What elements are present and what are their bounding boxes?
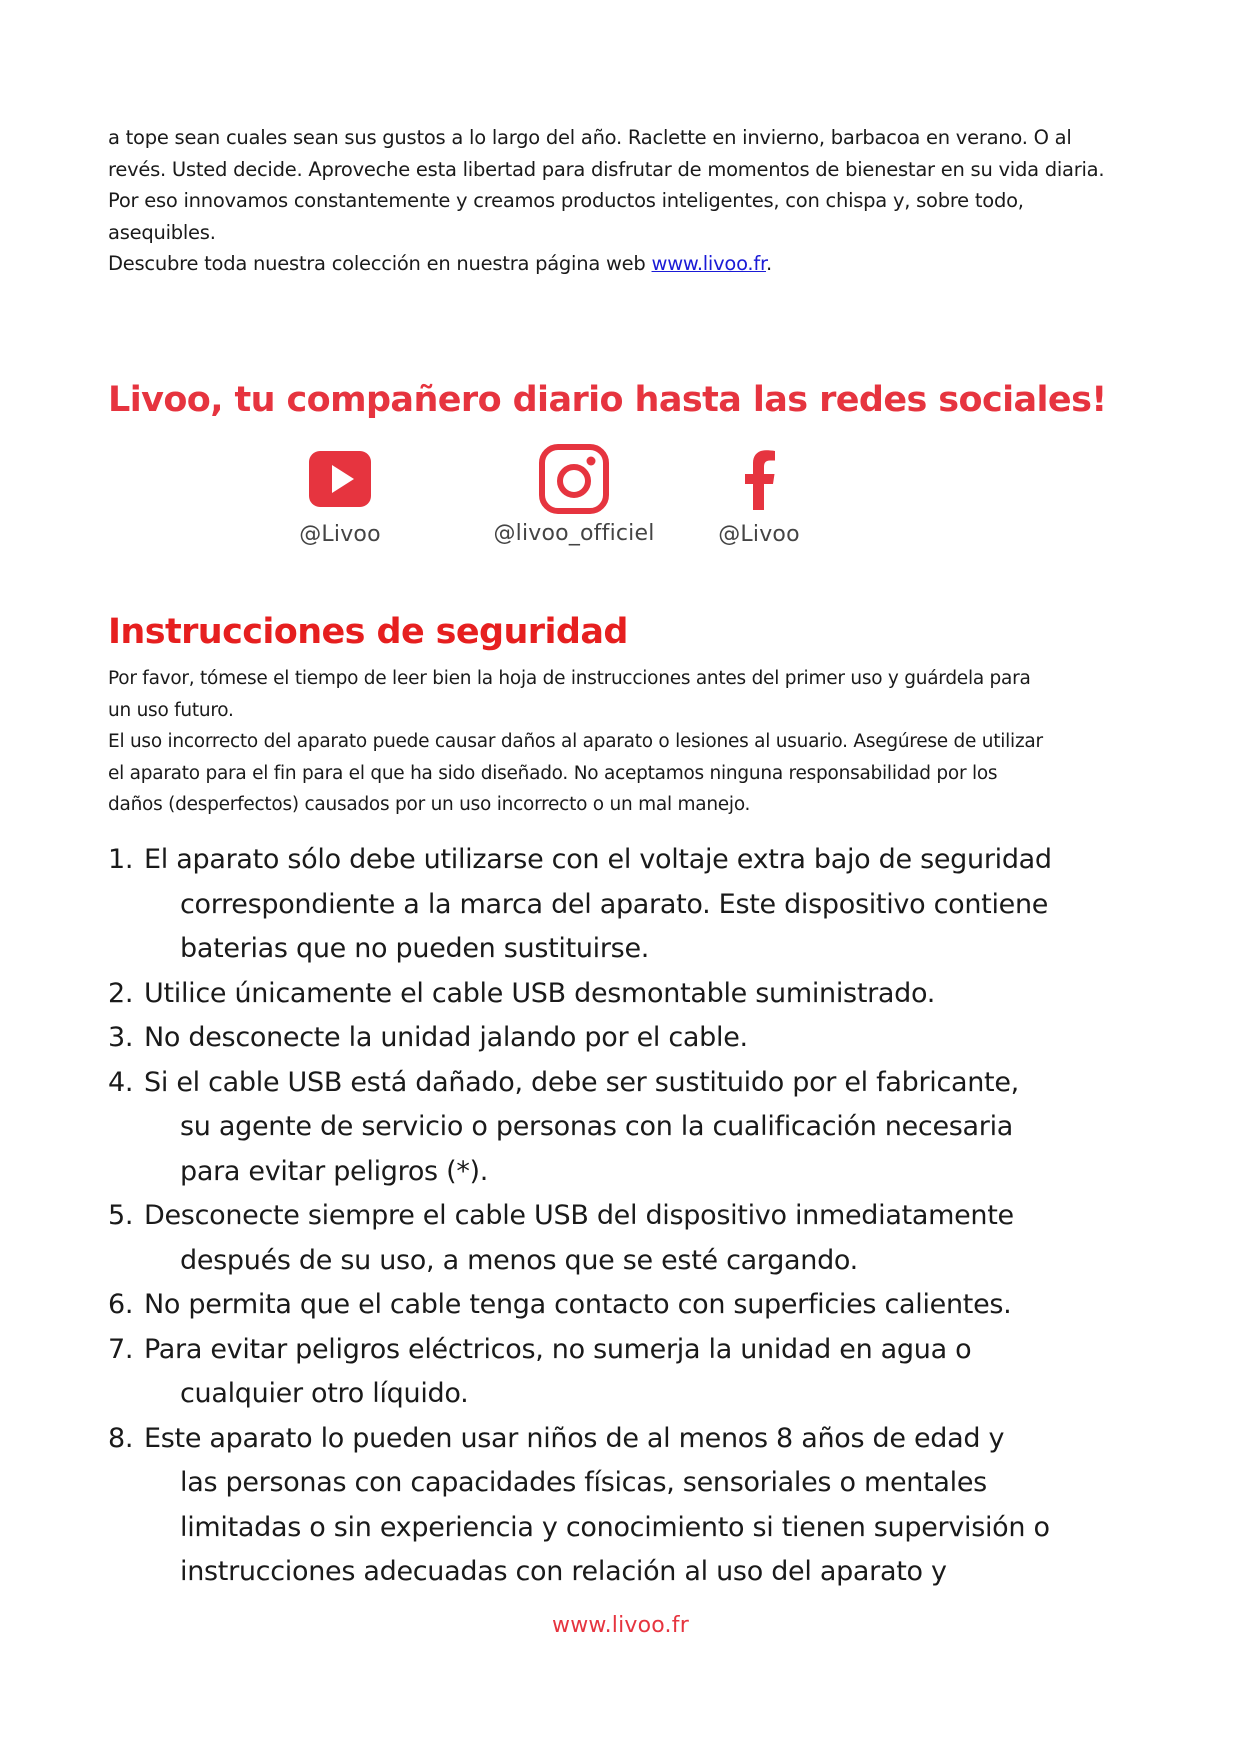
safety-rule	[108, 1283, 1148, 1328]
rule-line: para evitar peligros (*).	[180, 1155, 489, 1187]
collection-text: Descubre toda nuestra colección en nuestra página web	[108, 252, 646, 275]
rule-line: Este aparato lo pueden usar niños de al menos 8 años de edad y	[144, 1422, 1005, 1454]
social-heading: Livoo, tu compañero diario hasta las redes sociales!	[108, 380, 1107, 420]
intro-line: Por eso innovamos constantemente y creamos productos inteligentes, con chispa y, sobre todo,	[108, 189, 1024, 212]
rule-line: No desconecte la unidad jalando por el cable.	[144, 1022, 748, 1053]
social-youtube[interactable]	[230, 446, 450, 547]
link-period: .	[765, 252, 772, 275]
rule-line: instrucciones adecuadas con relación al uso del aparato y	[180, 1556, 947, 1587]
social-facebook[interactable]	[649, 446, 869, 547]
safety-intro-line: un uso futuro.	[108, 699, 234, 721]
safety-intro-line: El uso incorrecto del aparato puede causar daños al aparato o lesiones al usuario. Asegúrese de utilizar	[108, 731, 1043, 752]
rule-number: 4.	[108, 1066, 134, 1098]
rule-line: baterias que no pueden sustituirse.	[180, 933, 650, 964]
facebook-icon	[726, 446, 792, 512]
safety-intro-line: daños (desperfectos) causados por un uso incorrecto o un mal manejo.	[108, 794, 751, 815]
website-link[interactable]: www.livoo.fr	[651, 252, 766, 275]
instagram-icon	[538, 443, 610, 515]
rule-number: 8.	[108, 1422, 134, 1454]
youtube-handle: @Livoo	[299, 522, 381, 547]
rule-line: las personas con capacidades físicas, sensoriales o mentales	[180, 1467, 987, 1498]
rule-line: Si el cable USB está dañado, debe ser sustituido por el fabricante,	[144, 1066, 1019, 1098]
rule-line: Para evitar peligros eléctricos, no sumerja la unidad en agua o	[144, 1333, 972, 1365]
instagram-handle: @livoo_officiel	[493, 521, 655, 546]
safety-rule	[108, 1016, 1148, 1061]
safety-heading: Instrucciones de seguridad	[108, 612, 628, 652]
facebook-handle: @Livoo	[718, 522, 800, 547]
rule-number: 7.	[108, 1333, 134, 1365]
intro-line: asequibles.	[108, 220, 216, 244]
rule-line: después de su uso, a menos que se esté cargando.	[180, 1244, 858, 1276]
youtube-icon	[307, 446, 373, 512]
rule-number: 3.	[108, 1022, 134, 1053]
safety-rule	[108, 1061, 1148, 1195]
rule-line: correspondiente a la marca del aparato. Este dispositivo contiene	[180, 888, 1049, 920]
safety-rule	[108, 1417, 1148, 1595]
safety-rule	[108, 1328, 1148, 1417]
rule-line: cualquier otro líquido.	[180, 1378, 469, 1409]
intro-line: revés. Usted decide. Aproveche esta libertad para disfrutar de momentos de bienestar en su vida diaria.	[108, 157, 1105, 181]
rule-line: Desconecte siempre el cable USB del dispositivo inmediatamente	[144, 1200, 1014, 1231]
rule-line: su agente de servicio o personas con la cualificación necesaria	[180, 1111, 1014, 1142]
safety-rules-list	[108, 838, 1148, 1595]
safety-rule	[108, 838, 1148, 972]
intro-paragraph	[108, 122, 1138, 280]
rule-number: 6.	[108, 1289, 134, 1320]
rule-line: No permita que el cable tenga contacto con superficies calientes.	[144, 1289, 1012, 1320]
rule-line: limitadas o sin experiencia y conocimiento si tienen supervisión o	[180, 1511, 1050, 1543]
safety-rule	[108, 972, 1148, 1017]
safety-intro-line: el aparato para el fin para el que ha sido diseñado. No aceptamos ninguna responsabilidad por los	[108, 762, 998, 784]
collection-line	[108, 248, 1138, 280]
footer-website[interactable]: www.livoo.fr	[552, 1613, 689, 1638]
safety-intro-line: Por favor, tómese el tiempo de leer bien la hoja de instrucciones antes del primer uso y guárdela para	[108, 668, 1031, 689]
rule-number: 2.	[108, 977, 134, 1009]
safety-rule	[108, 1194, 1148, 1283]
rule-line: El aparato sólo debe utilizarse con el voltaje extra bajo de seguridad	[144, 844, 1052, 875]
safety-intro	[108, 663, 1148, 821]
intro-line: a tope sean cuales sean sus gustos a lo largo del año. Raclette en invierno, barbacoa en verano. O al	[108, 126, 1072, 149]
rule-number: 1.	[108, 844, 134, 875]
rule-line: Utilice únicamente el cable USB desmontable suministrado.	[144, 977, 936, 1009]
rule-number: 5.	[108, 1200, 134, 1231]
